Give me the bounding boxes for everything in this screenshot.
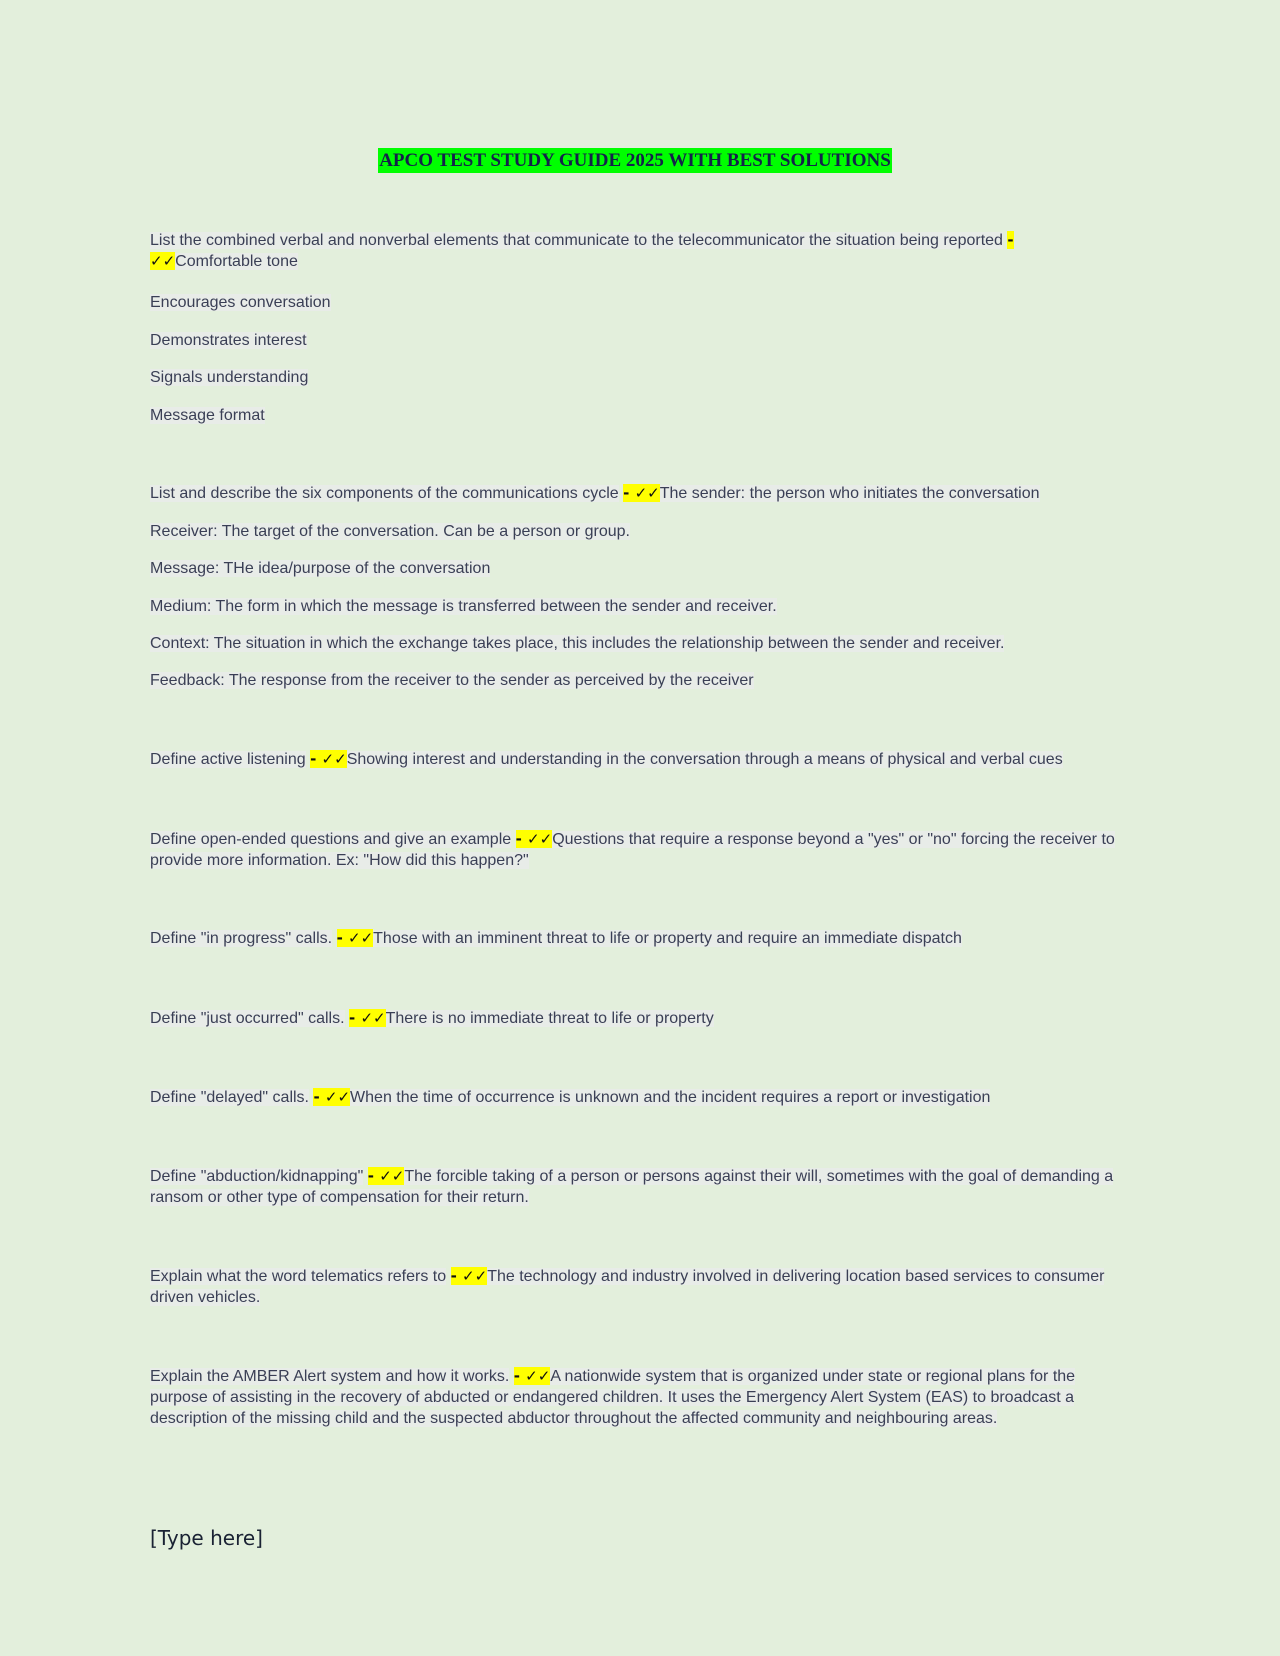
- list-item: Context: The situation in which the exchange takes place, this includes the relationship between the sender and receiver.: [150, 635, 1005, 652]
- question-text: Define "just occurred" calls.: [150, 1010, 345, 1027]
- answer-text: Those with an imminent threat to life or property and require an immediate dispatch: [373, 930, 962, 947]
- list-item: Message: THe idea/purpose of the conversation: [150, 560, 491, 577]
- qa-item-1: [150, 230, 1120, 272]
- qa-item-8: [150, 1166, 1120, 1208]
- question-text: Define open-ended questions and give an example: [150, 831, 512, 848]
- qa-item-9: [150, 1266, 1120, 1308]
- qa-item-6: [150, 1008, 1120, 1029]
- qa-item-10: [150, 1366, 1120, 1429]
- answer-text: There is no immediate threat to life or property: [385, 1010, 714, 1027]
- answer-text: When the time of occurrence is unknown and the incident requires a report or investigation: [350, 1089, 991, 1106]
- title-wrap: [150, 150, 1120, 172]
- question-text: Define "delayed" calls.: [150, 1089, 309, 1106]
- list-item: Message format: [150, 407, 265, 424]
- question-text: Define active listening: [150, 751, 306, 768]
- qa-item-2: [150, 483, 1120, 504]
- qa-item-7: [150, 1087, 1120, 1108]
- answer-text: The sender: the person who initiates the conversation: [659, 485, 1040, 502]
- answer-marker: - ✓✓: [515, 830, 553, 848]
- question-text: Explain what the word telematics refers to: [150, 1268, 447, 1285]
- document-page: [150, 0, 1120, 1656]
- list-item: Signals understanding: [150, 369, 309, 386]
- list-item: Receiver: The target of the conversation. Can be a person or group.: [150, 523, 630, 540]
- answer-marker: - ✓✓: [336, 929, 374, 947]
- answer-text: Questions that require a response beyond a "yes" or "no" forcing the receiver to provide more information. Ex: "How did this happen?": [150, 831, 1115, 869]
- answer-text: A nationwide system that is organized under state or regional plans for the purpose of assisting in the recovery of abducted or endangered children. It uses the Emergency Alert System (EAS) to broadcast a description of the missing child and the suspected abductor throughout the affected community and neighbouring areas.: [150, 1368, 1076, 1427]
- answer-marker: - ✓✓: [313, 1088, 351, 1106]
- answer-marker: - ✓✓: [349, 1009, 386, 1027]
- list-item: Encourages conversation: [150, 294, 331, 311]
- answer-marker: - ✓✓: [513, 1367, 551, 1385]
- question-text: List the combined verbal and nonverbal elements that communicate to the telecommunicator the situation being reported: [150, 232, 1003, 249]
- question-text: Define "abduction/kidnapping": [150, 1168, 364, 1185]
- question-text: Explain the AMBER Alert system and how it works.: [150, 1368, 510, 1385]
- answer-text: Showing interest and understanding in the conversation through a means of physical and verbal cues: [346, 751, 1063, 768]
- list-item: Demonstrates interest: [150, 332, 307, 349]
- question-text: List and describe the six components of the communications cycle: [150, 485, 619, 502]
- qa-item-5: [150, 928, 1120, 949]
- answer-marker: - ✓✓: [450, 1267, 488, 1285]
- answer-marker: - ✓✓: [367, 1167, 405, 1185]
- qa-item-4: [150, 829, 1120, 871]
- qa-item-3: [150, 749, 1120, 770]
- list-item: Medium: The form in which the message is transferred between the sender and receiver.: [150, 598, 777, 615]
- answer-marker: - ✓✓: [623, 484, 660, 502]
- answer-text: The technology and industry involved in delivering location based services to consumer driven vehicles.: [150, 1268, 1105, 1306]
- answer-marker: - ✓✓: [310, 750, 347, 768]
- answer-text: Comfortable tone: [175, 253, 298, 270]
- answer-text: The forcible taking of a person or persons against their will, sometimes with the goal of demanding a ransom or other type of compensation for their return.: [150, 1168, 1114, 1206]
- question-text: Define "in progress" calls.: [150, 930, 333, 947]
- answer-marker: - ✓✓: [150, 231, 1014, 270]
- footer-placeholder: [Type here]: [150, 1526, 263, 1550]
- list-item: Feedback: The response from the receiver to the sender as perceived by the receiver: [150, 672, 754, 689]
- page-title: APCO TEST STUDY GUIDE 2025 WITH BEST SOLUTIONS: [379, 150, 891, 171]
